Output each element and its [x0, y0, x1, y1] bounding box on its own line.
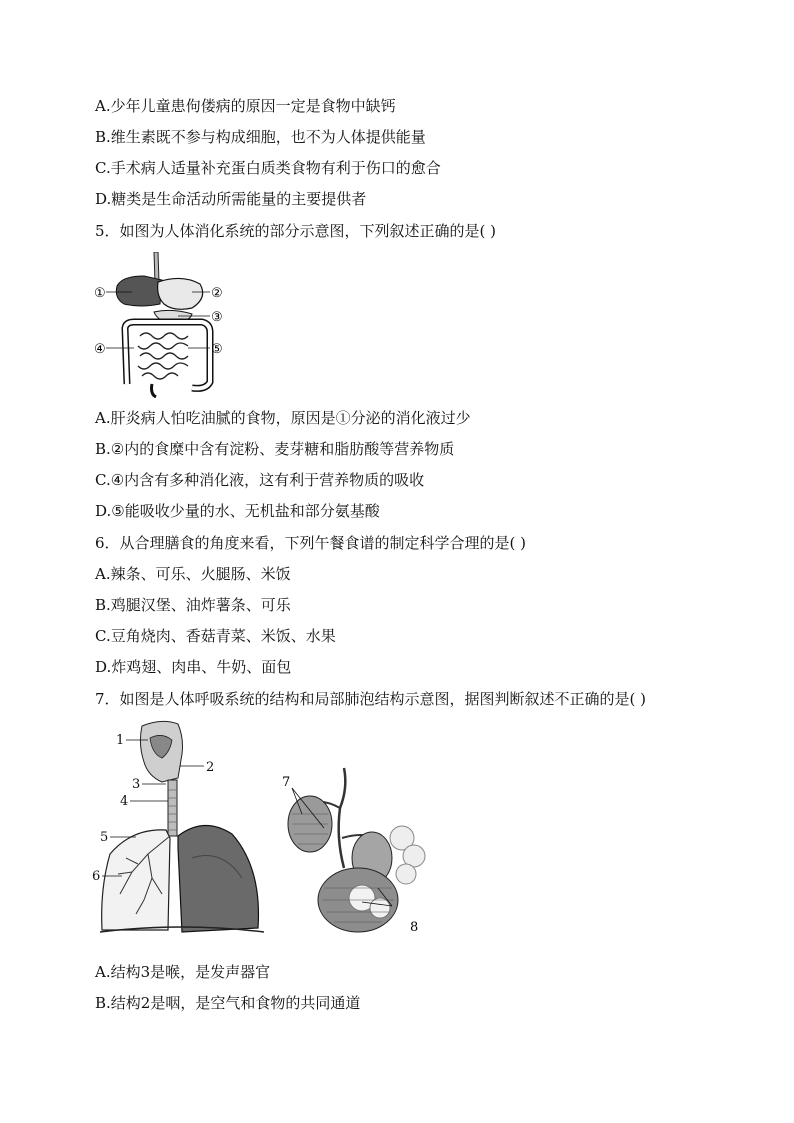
resp-label-8: 8 [410, 920, 419, 935]
q6-option-b: B.鸡腿汉堡、油炸薯条、可乐 [95, 596, 291, 614]
digestive-label-4: ④ [94, 342, 106, 357]
resp-label-3: 3 [132, 777, 141, 792]
digestive-label-2: ② [211, 286, 223, 301]
digestive-label-3: ③ [211, 310, 223, 325]
q5-option-d: D.⑤能吸收少量的水、无机盐和部分氨基酸 [95, 502, 380, 520]
q5-option-a: A.肝炎病人怕吃油腻的食物，原因是①分泌的消化液过少 [95, 409, 471, 427]
q6-option-a: A.辣条、可乐、火腿肠、米饭 [95, 565, 291, 583]
digestive-system-figure [92, 252, 237, 398]
q4-option-d: D.糖类是生命活动所需能量的主要提供者 [95, 190, 367, 208]
q5-option-c: C.④内含有多种消化液，这有利于营养物质的吸收 [95, 471, 425, 489]
q4-option-c: C.手术病人适量补充蛋白质类食物有利于伤口的愈合 [95, 159, 441, 177]
resp-label-4: 4 [120, 794, 129, 809]
q6-option-d: D.炸鸡翅、肉串、牛奶、面包 [95, 658, 292, 676]
resp-label-6: 6 [92, 869, 101, 884]
q6-stem: 6．从合理膳食的角度来看，下列午餐食谱的制定科学合理的是( ) [95, 534, 527, 552]
resp-label-5: 5 [100, 830, 109, 845]
q4-option-a: A.少年儿童患佝偻病的原因一定是食物中缺钙 [95, 97, 396, 115]
respiratory-system-figure [92, 718, 432, 940]
q4-option-b: B.维生素既不参与构成细胞，也不为人体提供能量 [95, 128, 426, 146]
resp-label-1: 1 [116, 733, 125, 748]
resp-label-7: 7 [282, 775, 291, 790]
q7-stem: 7．如图是人体呼吸系统的结构和局部肺泡结构示意图，据图判断叙述不正确的是( ) [95, 690, 647, 708]
q5-option-b: B.②内的食糜中含有淀粉、麦芽糖和脂肪酸等营养物质 [95, 440, 455, 458]
resp-label-2: 2 [206, 760, 215, 775]
q7-option-a: A.结构3是喉，是发声器官 [95, 963, 271, 981]
q7-option-b: B.结构2是咽，是空气和食物的共同通道 [95, 994, 361, 1012]
digestive-label-5: ⑤ [211, 342, 223, 357]
q6-option-c: C.豆角烧肉、香菇青菜、米饭、水果 [95, 627, 336, 645]
digestive-label-1: ① [94, 286, 106, 301]
q5-stem: 5．如图为人体消化系统的部分示意图，下列叙述正确的是( ) [95, 222, 497, 240]
